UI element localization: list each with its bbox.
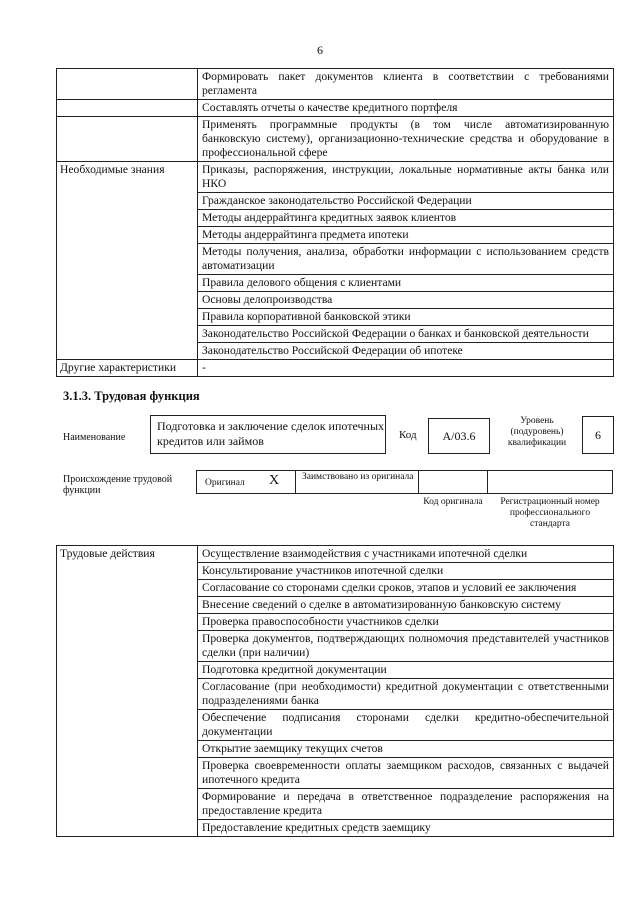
code-caption: Код оригинала xyxy=(423,497,483,507)
origin-original-cell xyxy=(196,470,296,494)
code-label: Код xyxy=(399,429,417,441)
action-item: Проверка правоспособности участников сделки xyxy=(198,614,614,631)
row-label xyxy=(57,100,198,117)
name-label: Наименование xyxy=(63,432,126,443)
action-item: Проверка документов, подтверждающих полномочия представителей участников сделки (при наличии) xyxy=(198,631,614,662)
row-value: Методы андеррайтинга кредитных заявок клиентов xyxy=(198,210,614,227)
row-value: Применять программные продукты (в том числе автоматизированную банковскую систему), организационно-технические средства и оборудование в профессиональной сфере xyxy=(198,117,614,162)
action-item: Осуществление взаимодействия с участниками ипотечной сделки xyxy=(198,546,614,563)
row-value: Основы делопроизводства xyxy=(198,292,614,309)
row-value: Составлять отчеты о качестве кредитного портфеля xyxy=(198,100,614,117)
original-label: Оригинал xyxy=(205,478,245,488)
row-value: Методы получения, анализа, обработки информации с использованием средств автоматизации xyxy=(198,244,614,275)
origin-label: Происхождение трудовой функции xyxy=(63,474,173,496)
origin-code-cell xyxy=(418,470,488,494)
function-name-box: Подготовка и заключение сделок ипотечных кредитов или займов xyxy=(150,415,386,454)
table-row xyxy=(57,69,614,100)
table-row xyxy=(57,100,614,117)
row-label-required-knowledge: Необходимые знания xyxy=(57,162,198,360)
level-label: Уровень (подуровень) квалификации xyxy=(507,416,567,448)
action-item: Проверка своевременности оплаты заемщиком расходов, связанных с выдачей ипотечного кредита xyxy=(198,758,614,789)
table-row xyxy=(57,117,614,162)
page-number: 6 xyxy=(317,43,323,57)
action-item: Подготовка кредитной документации xyxy=(198,662,614,679)
row-value: Правила делового общения с клиентами xyxy=(198,275,614,292)
function-code-box: А/03.6 xyxy=(428,418,490,454)
table-row xyxy=(57,360,614,377)
qualification-level-box: 6 xyxy=(582,416,614,454)
row-value: Законодательство Российской Федерации о банках и банковской деятельности xyxy=(198,326,614,343)
table-row xyxy=(57,162,614,193)
action-item: Обеспечение подписания сторонами сделки кредитно-обеспечительной документации xyxy=(198,710,614,741)
action-item: Согласование (при необходимости) кредитной документации с ответственными подразделениями банка xyxy=(198,679,614,710)
action-item: Консультирование участников ипотечной сделки xyxy=(198,563,614,580)
row-label xyxy=(57,117,198,162)
row-value: Формировать пакет документов клиента в соответствии с требованиями регламента xyxy=(198,69,614,100)
origin-reg-cell xyxy=(487,470,613,494)
table-row xyxy=(57,546,614,563)
origin-borrowed-cell xyxy=(295,470,419,494)
action-item: Открытие заемщику текущих счетов xyxy=(198,741,614,758)
row-value: - xyxy=(198,360,614,377)
action-item: Предоставление кредитных средств заемщику xyxy=(198,820,614,837)
row-label-other-characteristics: Другие характеристики xyxy=(57,360,198,377)
labor-actions-table xyxy=(56,545,614,837)
action-item: Формирование и передача в ответственное подразделение распоряжения на предоставление кредита xyxy=(198,789,614,820)
action-item: Внесение сведений о сделке в автоматизированную банковскую систему xyxy=(198,597,614,614)
row-value: Законодательство Российской Федерации об ипотеке xyxy=(198,343,614,360)
action-item: Согласование со сторонами сделки сроков, этапов и условий ее заключения xyxy=(198,580,614,597)
original-mark: X xyxy=(269,473,280,488)
skills-knowledge-table xyxy=(56,68,614,377)
row-value: Методы андеррайтинга предмета ипотеки xyxy=(198,227,614,244)
row-label xyxy=(57,69,198,100)
reg-caption: Регистрационный номер профессионального стандарта xyxy=(500,497,600,529)
section-heading: 3.1.3. Трудовая функция xyxy=(63,389,200,403)
row-value: Приказы, распоряжения, инструкции, локальные нормативные акты банка или НКО xyxy=(198,162,614,193)
row-label-labor-actions: Трудовые действия xyxy=(57,546,198,837)
row-value: Правила корпоративной банковской этики xyxy=(198,309,614,326)
borrowed-label: Заимствовано из оригинала xyxy=(302,472,414,482)
row-value: Гражданское законодательство Российской Федерации xyxy=(198,193,614,210)
